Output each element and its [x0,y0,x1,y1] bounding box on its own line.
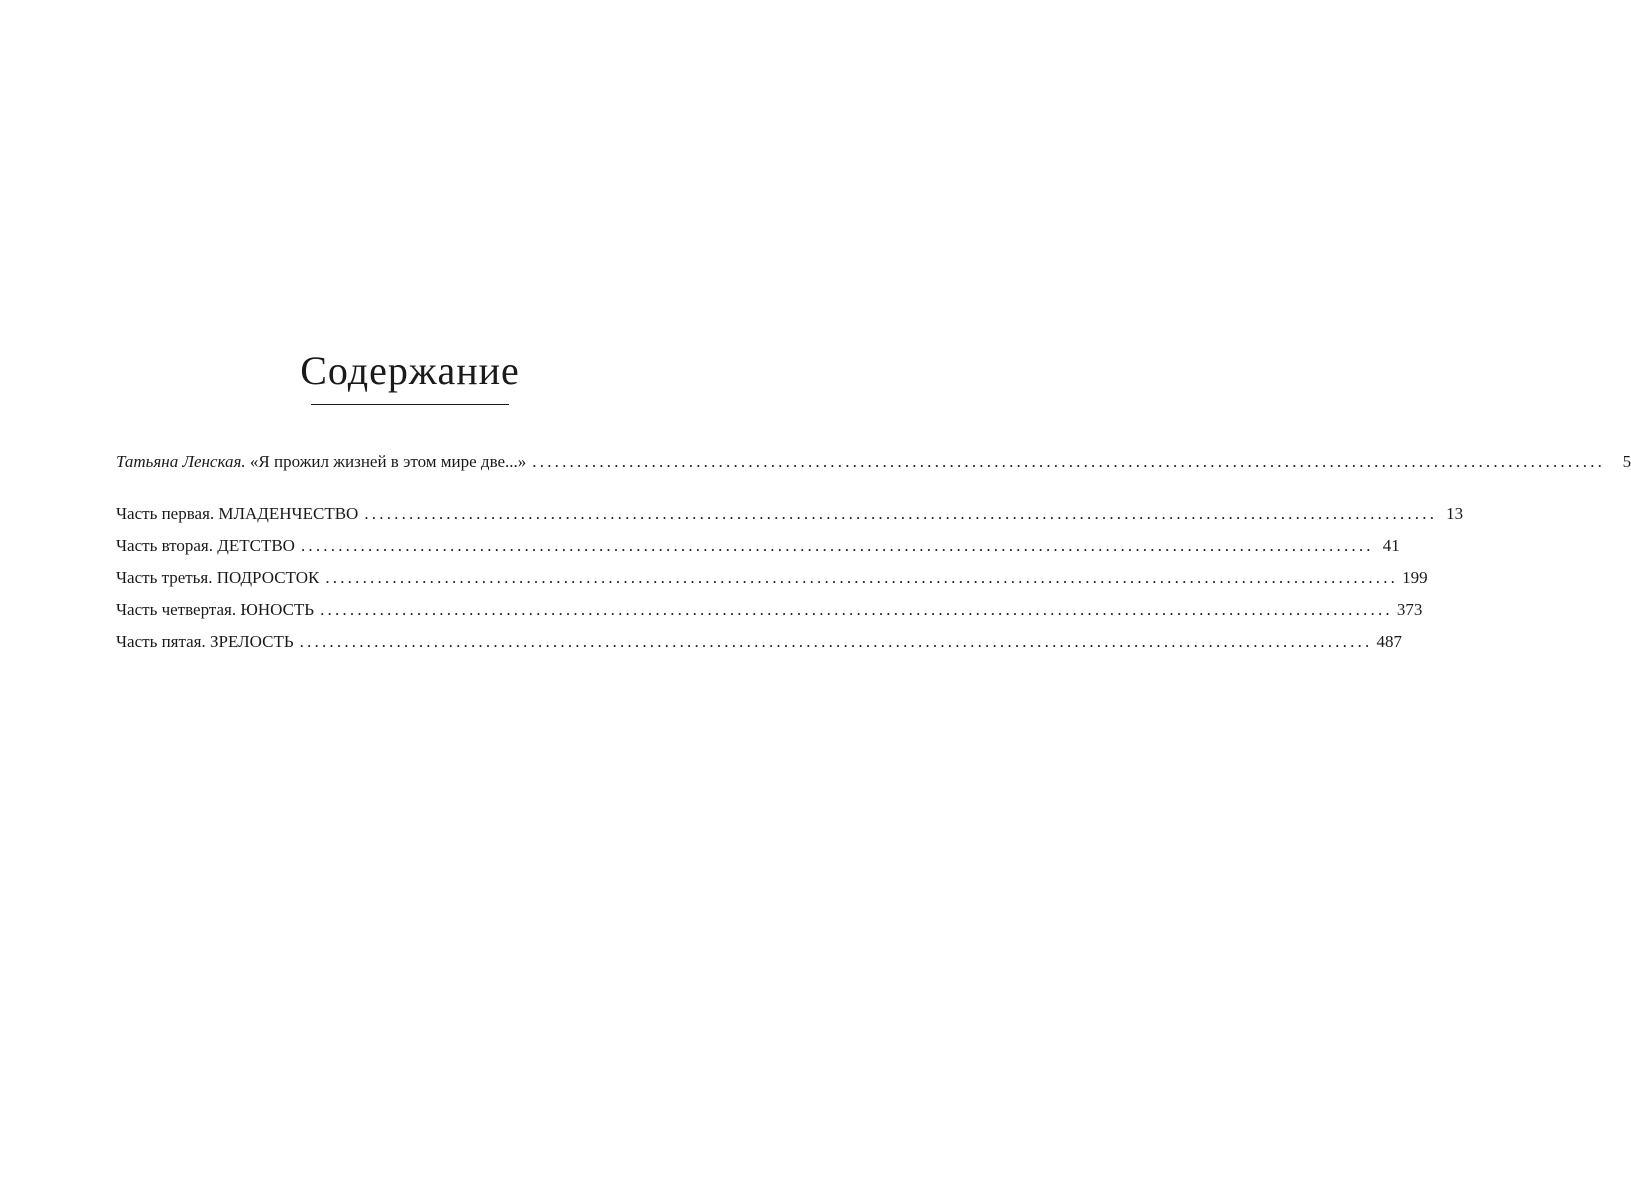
dot-leader: ................................................................................................................................................ [364,504,1438,523]
toc-entry-part-4[interactable] [116,594,1423,626]
dot-leader: ................................................................................................................................................ [299,632,1373,651]
page-number: 13 [1446,504,1464,523]
toc-entry-preface[interactable] [116,446,1631,478]
page-number: 41 [1382,536,1400,555]
dot-leader: ................................................................................................................................................ [320,600,1393,619]
toc-entry-label: Часть первая. МЛАДЕНЧЕСТВО [116,504,359,523]
toc-entry-label: Часть пятая. ЗРЕЛОСТЬ [116,632,294,651]
preface-author: Татьяна Ленская. [116,452,246,471]
page-title: Содержание [300,348,520,393]
toc-entry-label: Часть четвертая. ЮНОСТЬ [116,600,315,619]
page-number: 199 [1402,568,1428,587]
toc-entry-part-2[interactable] [116,530,1400,562]
title-underline [311,404,509,405]
page-number: 373 [1396,600,1423,619]
toc-entry-label: Часть третья. ПОДРОСТОК [116,568,320,587]
toc-entry-part-3[interactable] [116,562,1428,594]
toc-entry-label: Часть вторая. ДЕТСТВО [116,536,295,555]
table-of-contents [116,446,1631,658]
toc-entry-part-5[interactable] [116,626,1402,658]
dot-leader: ................................................................................................................................................ [325,568,1399,587]
page-number: 487 [1376,632,1402,651]
toc-entry-part-1[interactable] [116,498,1464,530]
dot-leader: ................................................................................................................................................ [300,536,1374,555]
toc-entry-text [116,446,532,478]
dot-leader: ................................................................................................................................................ [532,452,1606,471]
preface-title: «Я прожил жизней в этом мире две...» [249,452,527,471]
page-number: 5 [1622,452,1631,471]
